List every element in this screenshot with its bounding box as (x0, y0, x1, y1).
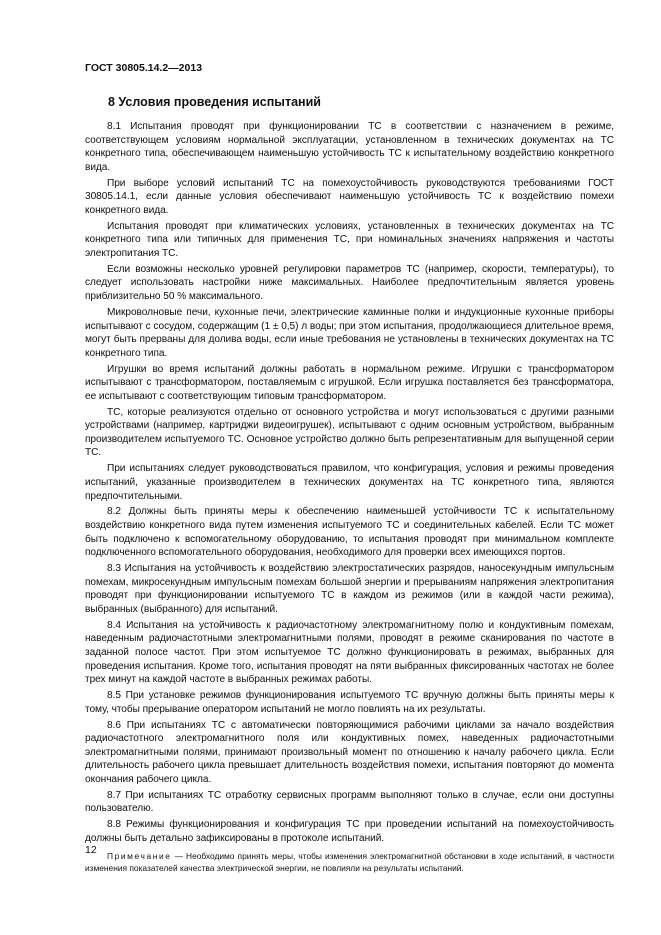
paragraph-8-4: 8.4 Испытания на устойчивость к радиочастотному электромагнитному полю и кондуктивным помехам, наведенным радиочастотными электромагнитными полями, проводят в режиме сканирования по частоте в заданной полосе частот. При этом испытуемое ТС должно функционировать в режимах, выбранных для проведения испытания. Кроме того, испытания проводят на пяти выбранных фиксированных частотах не более трех минут на каждой частоте в выбранных режимах работы. (85, 619, 614, 686)
note-label: Примечание (107, 851, 172, 862)
standard-code-header: ГОСТ 30805.14.2—2013 (85, 62, 203, 74)
section-body (85, 120, 614, 874)
section-title: 8 Условия проведения испытаний (108, 95, 321, 109)
paragraph-8-2: 8.2 Должны быть приняты меры к обеспечению наименьшей устойчивости ТС к испытательному воздействию конкретного вида путем изменения испытуемого ТС и соединительных кабелей. Если ТС может быть подключено к вспомогательному оборудованию, то испытания проводят при минимальном комплекте подключенного вспомогательного оборудования, необходимого для проверки всех имеющихся портов. (85, 506, 614, 559)
paragraph: Микроволновые печи, кухонные печи, электрические каминные полки и индукционные кухонные приборы испытывают с сосудом, содержащим (1 ± 0,5) л воды; при этом испытания, продолжающиеся длительное время, могут быть прерваны для долива воды, если иные требования не установлены в технических документах на ТС конкретного типа. (85, 306, 614, 359)
paragraph: Если возможны несколько уровней регулировки параметров ТС (например, скорости, температуры), то следует использовать настройки ниже максимальных. Наиболее предпочтительным является уровень приблизительно 50 % максимального. (85, 263, 614, 303)
note (85, 850, 614, 874)
paragraph-8-6: 8.6 При испытаниях ТС с автоматически повторяющимися рабочими циклами за начало воздействия радиочастотного электромагнитного поля или кондуктивных помех, наведенных радиочастотными электромагнитными полями, принимают произвольный момент по отношению к началу рабочего цикла. Если длительность рабочего цикла превышает длительность воздействия помехи, испытания повторяют до момента окончания рабочего цикла. (85, 719, 614, 785)
paragraph: При выборе условий испытаний ТС на помехоустойчивость руководствуются требованиями ГОСТ 30805.14.1, если данные условия обеспечивают наименьшую устойчивость ТС к воздействию помехи конкретного вида. (85, 177, 614, 216)
paragraph: При испытаниях следует руководствоваться правилом, что конфигурация, условия и режимы проведения испытаний, указанные производителем в технических документах на ТС конкретного типа, являются предпочтительными. (85, 463, 614, 502)
page-number: 12 (85, 844, 97, 856)
note-text: — Необходимо принять меры, чтобы изменения электромагнитной обстановки в ходе испытаний, в частности изменения показателей качества электрической энергии, не повлияли на результаты испытаний. (85, 851, 614, 874)
paragraph: Испытания проводят при климатических условиях, установленных в технических документах на ТС конкретного типа или типичных для применения ТС, при номинальных значениях напряжения и частоты электропитания ТС. (85, 220, 614, 259)
paragraph-8-5: 8.5 При установке режимов функционирования испытуемого ТС вручную должны быть приняты меры к тому, чтобы прерывание оператором испытаний не могло повлиять на их результаты. (85, 690, 614, 715)
paragraph-8-8: 8.8 Режимы функционирования и конфигурация ТС при проведении испытаний на помехоустойчивость должны быть детально зафиксированы в протоколе испытаний. (85, 819, 614, 844)
paragraph: Игрушки во время испытаний должны работать в нормальном режиме. Игрушки с трансформатором испытывают с трансформатором, поставляемым с игрушкой. Если игрушка поставляется без трансформатора, ее испытывают с соответствующим типовым трансформатором. (85, 363, 614, 402)
paragraph-8-1: 8.1 Испытания проводят при функционировании ТС в соответствии с назначением в режиме, соответствующем условиям нормальной эксплуатации, установленном в технических документах на ТС конкретного типа, обеспечивающем наименьшую устойчивость ТС к испытательному воздействию конкретного вида. (85, 121, 614, 173)
paragraph-8-3: 8.3 Испытания на устойчивость к воздействию электростатических разрядов, наносекундным импульсным помехам, микросекундным импульсным помехам большой энергии и прерываниям напряжения электропитания проводят при функционировании испытуемого ТС в каждом из режимов (или в каждой части режима), выбранных (выбранного) для испытаний. (85, 563, 614, 615)
paragraph-8-7: 8.7 При испытаниях ТС отработку сервисных программ выполняют только в случае, если они доступны пользователю. (85, 789, 614, 815)
paragraph: ТС, которые реализуются отдельно от основного устройства и могут использоваться с другими разными устройствами (например, картриджи видеоигрушек), испытывают с одним основным устройством, выбранным производителем испытуемого ТС. Основное устройство должно быть репрезентативным для выпущенной серии ТС. (85, 406, 614, 459)
